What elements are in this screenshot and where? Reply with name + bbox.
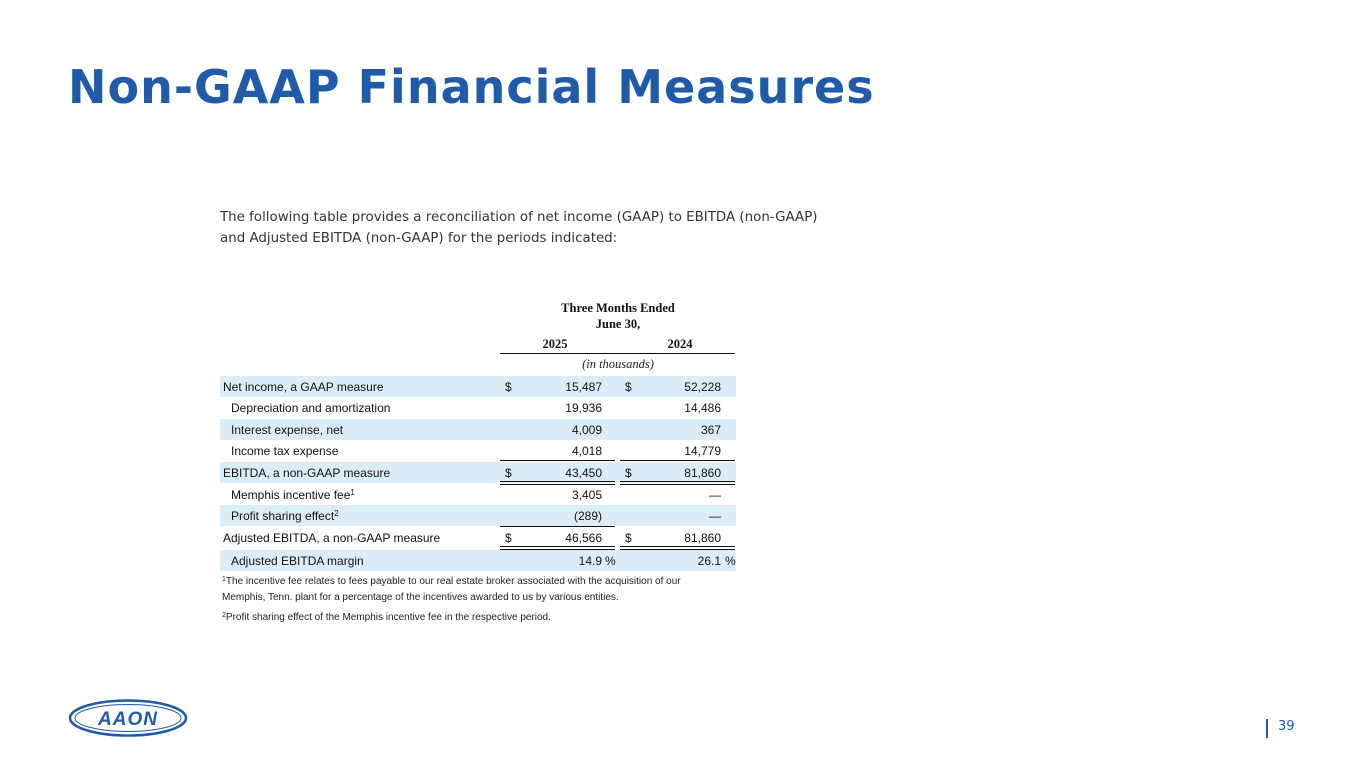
value-2025: (289) — [573, 509, 602, 523]
value-2025: 14.9 — [578, 554, 602, 568]
page-title: Non-GAAP Financial Measures — [68, 60, 875, 114]
table-row — [220, 484, 736, 505]
value-2024: 367 — [700, 423, 721, 437]
dollar-sign: $ — [505, 466, 512, 480]
percent-sign: % — [725, 554, 736, 568]
table-row — [220, 397, 736, 418]
period-line-2: June 30, — [595, 317, 641, 331]
logo-text: AAON — [98, 709, 158, 730]
intro-line-1: The following table provides a reconciliation of net income (GAAP) to EBITDA (non-GAAP) — [220, 210, 818, 225]
dollar-sign: $ — [625, 380, 632, 394]
value-2024: 14,779 — [684, 444, 721, 458]
intro-text — [220, 207, 820, 249]
footnote-1-line-1: The incentive fee relates to fees payable to our real estate broker associated with the acquisition of our — [225, 576, 681, 587]
value-2025: 15,487 — [565, 380, 602, 394]
footnote-1-line-2: Memphis, Tenn. plant for a percentage of the incentives awarded to us by various entities. — [222, 592, 619, 603]
value-2025: 43,450 — [565, 466, 602, 480]
table-row — [220, 376, 736, 397]
page-number-divider — [1266, 719, 1268, 738]
value-2025: 3,405 — [571, 488, 602, 502]
table-row — [220, 505, 736, 526]
value-2025: 4,009 — [571, 423, 602, 437]
dollar-sign: $ — [625, 466, 632, 480]
row-label: Net income, a GAAP measure — [223, 380, 384, 394]
dollar-sign: $ — [625, 531, 632, 545]
row-label: Profit sharing effect$^2$ — [231, 509, 339, 523]
column-header-2024: 2024 — [667, 337, 693, 351]
value-2024: 14,486 — [684, 401, 721, 415]
value-2024: 81,860 — [684, 466, 721, 480]
value-2024: — — [709, 509, 721, 523]
percent-sign: % — [605, 554, 616, 568]
table-row — [220, 419, 736, 440]
value-2024: 81,860 — [684, 531, 721, 545]
table-row — [220, 462, 736, 483]
column-header-2025: 2025 — [542, 337, 568, 351]
footnote-marker: 1 — [222, 576, 226, 583]
intro-line-2: and Adjusted EBITDA (non-GAAP) for the periods indicated: — [220, 231, 618, 246]
value-2024: 52,228 — [684, 380, 721, 394]
value-2025: 46,566 — [565, 531, 602, 545]
footnote-1 — [222, 574, 742, 606]
row-label: Adjusted EBITDA, a non-GAAP measure — [223, 531, 441, 545]
table-row — [220, 550, 736, 571]
value-2024: 26.1 — [697, 554, 721, 568]
row-label: EBITDA, a non-GAAP measure — [223, 466, 391, 480]
subtotal-underline — [500, 460, 615, 461]
row-label: Income tax expense — [231, 444, 339, 458]
dollar-sign: $ — [505, 380, 512, 394]
page-number: 39 — [1278, 719, 1295, 734]
aaon-logo — [68, 699, 188, 737]
table-row — [220, 440, 736, 461]
value-2025: 19,936 — [565, 401, 602, 415]
footnote-2 — [222, 610, 742, 626]
table-row — [220, 527, 736, 548]
footnote-ref: 2 — [334, 509, 339, 518]
row-label: Adjusted EBITDA margin — [231, 554, 364, 568]
footnote-marker: 2 — [222, 612, 226, 619]
row-label: Memphis incentive fee$^1$ — [231, 488, 355, 502]
units-label: (in thousands) — [582, 357, 654, 371]
subtotal-underline — [620, 460, 735, 461]
footnote-ref: 1 — [350, 488, 355, 497]
row-label: Depreciation and amortization — [231, 401, 391, 415]
value-2025: 4,018 — [571, 444, 602, 458]
dollar-sign: $ — [505, 531, 512, 545]
header-rule — [500, 353, 735, 354]
footnote-2-text: Profit sharing effect of the Memphis incentive fee in the respective period. — [225, 612, 551, 623]
period-header — [500, 300, 736, 332]
value-2024: — — [709, 488, 721, 502]
period-line-1: Three Months Ended — [561, 301, 675, 315]
row-label: Interest expense, net — [231, 423, 344, 437]
